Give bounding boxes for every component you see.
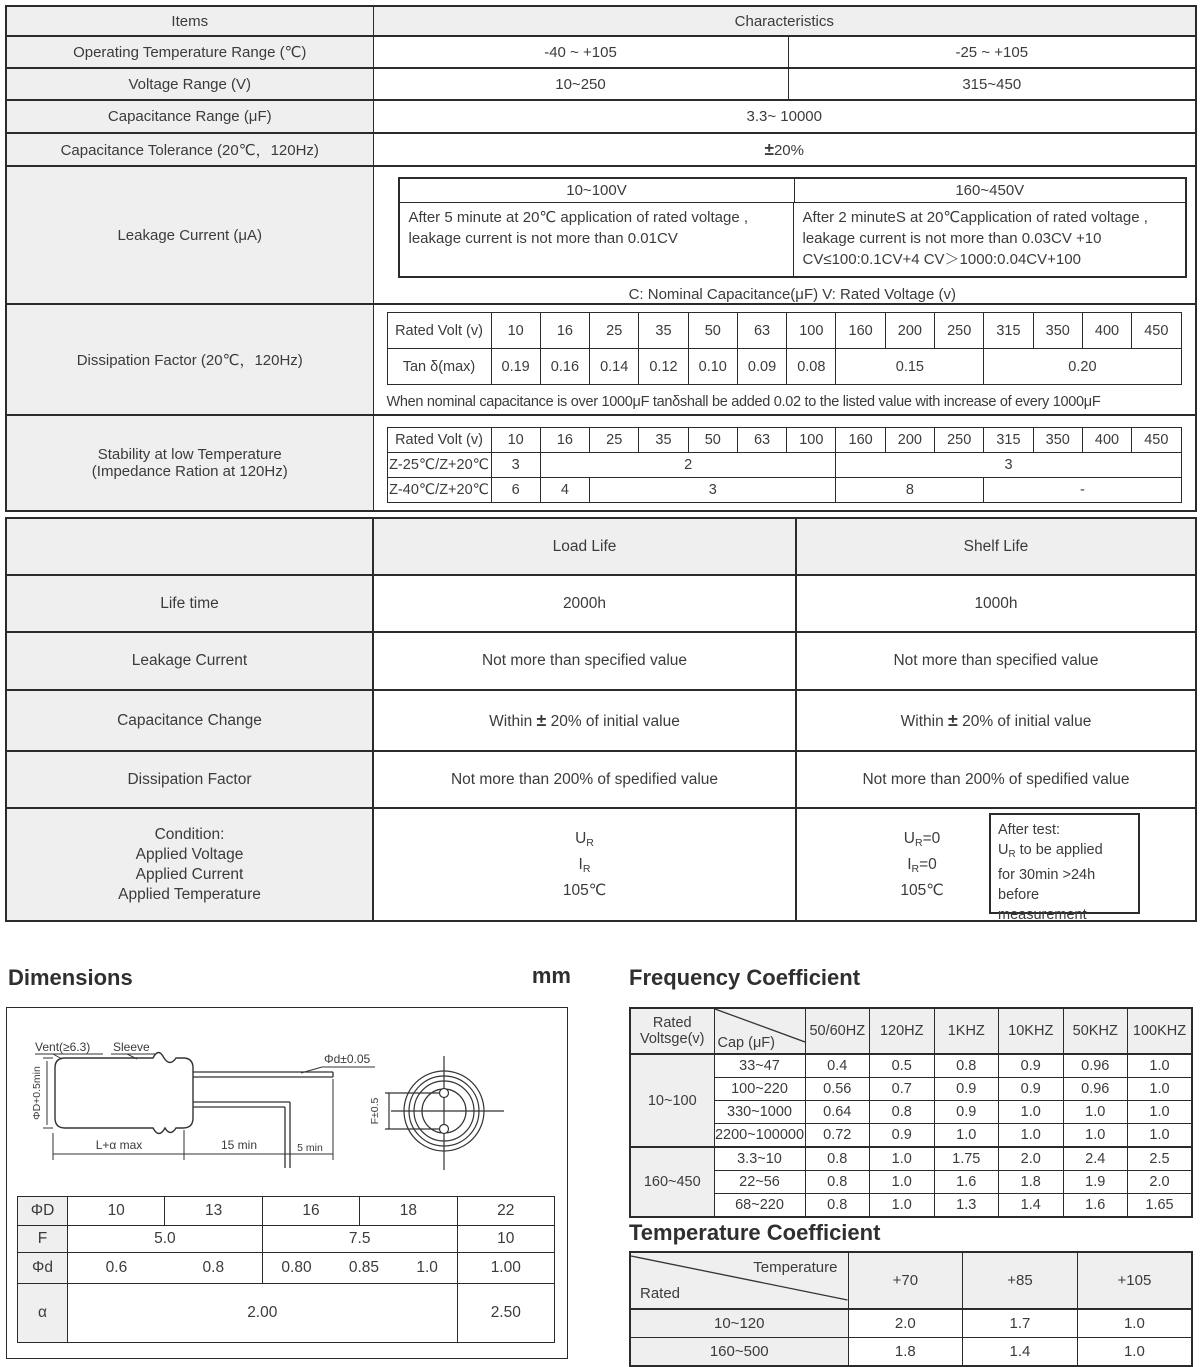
coef-cell: 1.65 <box>1128 1194 1193 1218</box>
note-line5: measurement <box>998 907 1087 921</box>
cap-change-suffix: 20% of initial value <box>546 713 680 730</box>
voltage-group-high: 160~450 <box>630 1147 714 1217</box>
equals-zero: =0 <box>922 829 941 847</box>
tan-cell: 0.16 <box>540 349 589 385</box>
rated-header-line1: Rated <box>652 1015 692 1031</box>
z25-cell-16-100: 2 <box>540 453 836 478</box>
cell-cap-range: 3.3~ 10000 <box>373 100 1196 133</box>
volt-cell: 250 <box>935 313 984 349</box>
coef-cell: 2.0 <box>999 1147 1064 1171</box>
cell-leakage <box>373 166 1196 304</box>
volt-cell: 450 <box>1132 313 1181 349</box>
temp-row-label: 10~120 <box>630 1309 848 1338</box>
dissipation-note: When nominal capacitance is over 1000μF tanδshall be added 0.02 to the listed value with increase of every 1000μF <box>386 394 1101 410</box>
cap-range-cell: 68~220 <box>714 1194 805 1218</box>
cap-header-cell <box>714 1008 805 1054</box>
plus-minus-sign: ± <box>764 139 774 159</box>
z40-cell: 6 <box>491 478 540 503</box>
phid-values <box>263 1259 457 1277</box>
coef-cell: 1.75 <box>934 1147 999 1171</box>
cap-header-label: Cap (μF) <box>717 1035 775 1051</box>
coef-cell: 1.0 <box>870 1194 935 1218</box>
rated-header-line2: Voltsge(v) <box>640 1031 705 1047</box>
phid-value: 0.8 <box>202 1259 225 1276</box>
row-label-cap-range: Capacitance Range (μF) <box>6 100 373 133</box>
dissipation-table <box>387 312 1182 385</box>
coef-cell: 1.0 <box>1128 1078 1193 1101</box>
tan-label: Tan δ(max) <box>387 349 491 385</box>
coef-cell: 0.9 <box>999 1054 1064 1078</box>
coef-cell: 2.0 <box>1128 1171 1193 1194</box>
coef-cell: 0.8 <box>870 1101 935 1124</box>
coef-cell: 2.5 <box>1128 1147 1193 1171</box>
volt-cell: 200 <box>885 313 934 349</box>
cap-change-prefix: Within <box>900 713 949 730</box>
condition-line3: Applied Current <box>135 865 244 883</box>
temp-coef-cell: 1.0 <box>1077 1309 1192 1338</box>
leakage-low-line2: leakage current is not more than 0.01CV <box>408 230 678 247</box>
temperature-axis-label: Temperature <box>753 1259 838 1276</box>
note-line4: before <box>998 887 1040 903</box>
coef-cell: 0.72 <box>805 1124 870 1148</box>
phid-value: 1.0 <box>416 1259 438 1276</box>
tolerance-value: 20% <box>773 142 804 159</box>
body-length-label: L+α max <box>95 1138 143 1152</box>
frequency-title: Frequency Coefficient <box>629 965 861 990</box>
u-symbol: U <box>998 842 1009 858</box>
cap-range-cell: 2200~100000 <box>714 1124 805 1148</box>
note-line2 <box>998 840 1131 865</box>
coef-cell: 0.4 <box>805 1054 870 1078</box>
volt-cell: 100 <box>787 428 836 453</box>
row-label-life-time: Life time <box>6 575 373 632</box>
characteristics-header: Characteristics <box>373 6 1196 36</box>
cell-condition-shelf <box>796 808 1196 921</box>
capacitor-diagram <box>7 1008 567 1190</box>
freq-header: 1KHZ <box>934 1008 999 1054</box>
freq-header: 10KHZ <box>999 1008 1064 1054</box>
phid-value: 0.85 <box>348 1259 380 1276</box>
coef-cell: 1.4 <box>999 1194 1064 1218</box>
cell-cap-change-shelf <box>796 690 1196 751</box>
phid-cell: 1.00 <box>457 1253 554 1284</box>
note-line3: for 30min >24h <box>998 867 1096 883</box>
tan-cell-315-450: 0.20 <box>984 349 1181 385</box>
cell-voltage-low: 10~250 <box>373 68 788 100</box>
coef-cell: 0.96 <box>1063 1054 1128 1078</box>
volt-cell: 160 <box>836 428 885 453</box>
coef-cell: 0.56 <box>805 1078 870 1101</box>
life-table <box>5 517 1197 922</box>
condition-line1: Condition: <box>154 825 225 843</box>
stability-label-line2: (Impedance Ration at 120Hz) <box>91 463 288 480</box>
items-header: Items <box>6 6 373 36</box>
temp-coef-cell: 1.4 <box>963 1338 1078 1367</box>
leakage-body <box>400 203 1186 276</box>
z25-cell-160-450: 3 <box>836 453 1181 478</box>
phiD-cell: 22 <box>457 1197 554 1226</box>
row-label-voltage: Voltage Range (V) <box>6 68 373 100</box>
temp-col-header: +70 <box>848 1252 963 1309</box>
plus-minus-sign: ± <box>536 710 547 730</box>
volt-cell: 315 <box>984 428 1033 453</box>
coef-cell: 1.8 <box>999 1171 1064 1194</box>
r-subscript: R <box>582 862 591 875</box>
dimensions-unit: mm <box>531 963 571 988</box>
coef-cell: 0.96 <box>1063 1078 1128 1101</box>
tan-cell: 0.08 <box>787 349 836 385</box>
leakage-high-line1: After 2 minuteS at 20℃application of rated voltage , <box>802 209 1148 226</box>
leakage-headers <box>400 179 1186 203</box>
volt-cell: 400 <box>1082 428 1131 453</box>
lead-length-label: 15 min <box>220 1138 258 1152</box>
z40-cell-315-450: - <box>984 478 1181 503</box>
leakage-high-line2: leakage current is not more than 0.03CV +10 <box>802 230 1102 247</box>
coef-cell: 0.8 <box>934 1054 999 1078</box>
u-symbol: U <box>903 829 915 847</box>
plus-minus-sign: ± <box>948 710 958 730</box>
load-temp: 105℃ <box>562 881 607 899</box>
coef-cell: 0.8 <box>805 1194 870 1218</box>
temp-coef-cell: 2.0 <box>848 1309 963 1338</box>
note-line1: After test: <box>998 822 1061 838</box>
coef-cell: 0.7 <box>870 1078 935 1101</box>
temp-col-header: +105 <box>1077 1252 1192 1309</box>
f-cell: 10 <box>457 1226 554 1253</box>
coef-cell: 1.3 <box>934 1194 999 1218</box>
cap-change-suffix: 20% of initial value <box>957 713 1092 730</box>
coef-cell: 1.0 <box>870 1171 935 1194</box>
cap-range-cell: 330~1000 <box>714 1101 805 1124</box>
capacitor-body <box>55 1053 193 1134</box>
volt-cell: 35 <box>639 428 688 453</box>
lead-spacing-label: F±0.5 <box>369 1097 381 1125</box>
load-current <box>374 854 795 880</box>
cell-life-time-load: 2000h <box>373 575 796 632</box>
phiD-cell: 18 <box>360 1197 457 1226</box>
phid-label: Φd <box>18 1253 68 1284</box>
coef-cell: 0.5 <box>870 1054 935 1078</box>
phid-value: 0.6 <box>105 1259 128 1276</box>
tan-cell: 0.10 <box>688 349 737 385</box>
condition-line4: Applied Temperature <box>118 885 261 903</box>
cell-cap-tolerance <box>373 133 1196 166</box>
volt-cell: 63 <box>737 313 786 349</box>
volt-cell: 16 <box>540 313 589 349</box>
coef-cell: 1.0 <box>934 1124 999 1148</box>
coef-cell: 1.0 <box>870 1147 935 1171</box>
alpha-cell: 2.00 <box>68 1284 458 1343</box>
z40-cell: 4 <box>540 478 589 503</box>
row-label-life-dissipation: Dissipation Factor <box>6 751 373 808</box>
volt-cell: 100 <box>787 313 836 349</box>
u-symbol: U <box>575 829 587 847</box>
condition-line2: Applied Voltage <box>135 845 244 863</box>
cap-range-cell: 100~220 <box>714 1078 805 1101</box>
note-line2-text: to be applied <box>1015 842 1103 858</box>
equals-zero: =0 <box>919 855 937 873</box>
volt-cell: 160 <box>836 313 885 349</box>
freq-header: 100KHZ <box>1128 1008 1193 1054</box>
leakage-low-range-header: 10~100V <box>400 179 795 202</box>
volt-cell: 10 <box>491 428 540 453</box>
volt-cell: 350 <box>1033 313 1082 349</box>
coef-cell: 1.6 <box>934 1171 999 1194</box>
coef-cell: 0.9 <box>870 1124 935 1148</box>
z40-label: Z-40℃/Z+20℃ <box>387 478 491 503</box>
stability-table <box>387 427 1182 503</box>
cap-range-cell: 33~47 <box>714 1054 805 1078</box>
row-label-stability <box>6 415 373 511</box>
temp-diagonal-header <box>630 1252 848 1309</box>
cap-change-prefix: Within <box>489 713 537 730</box>
tan-cell: 0.19 <box>491 349 540 385</box>
leakage-spec-box <box>398 177 1188 278</box>
coef-cell: 0.9 <box>934 1078 999 1101</box>
row-label-life-leakage: Leakage Current <box>6 632 373 690</box>
characteristics-table <box>5 5 1197 512</box>
coef-cell: 1.0 <box>1063 1124 1128 1148</box>
row-label-cap-tolerance: Capacitance Tolerance (20℃，120Hz) <box>6 133 373 166</box>
temp-row-label: 160~500 <box>630 1338 848 1367</box>
coef-cell: 1.0 <box>999 1101 1064 1124</box>
r-subscript: R <box>911 862 920 875</box>
volt-cell: 16 <box>540 428 589 453</box>
coef-cell: 1.0 <box>999 1124 1064 1148</box>
life-corner-cell <box>6 518 373 575</box>
freq-header: 120HZ <box>870 1008 935 1054</box>
temperature-table <box>629 1251 1193 1367</box>
dimensions-panel <box>6 1007 568 1359</box>
coef-cell: 1.0 <box>1063 1101 1128 1124</box>
coef-cell: 0.64 <box>805 1101 870 1124</box>
phid-value: 0.80 <box>281 1259 312 1276</box>
tan-cell: 0.09 <box>737 349 786 385</box>
volt-cell: 250 <box>935 428 984 453</box>
volt-cell: 315 <box>984 313 1033 349</box>
phiD-label: ΦD <box>18 1197 68 1226</box>
coef-cell: 1.0 <box>1128 1054 1193 1078</box>
coef-cell: 0.9 <box>999 1078 1064 1101</box>
phid-cell-group <box>68 1253 263 1284</box>
sleeve-label: Sleeve <box>113 1040 150 1054</box>
stability-label-line1: Stability at low Temperature <box>97 446 282 463</box>
cell-life-time-shelf: 1000h <box>796 575 1196 632</box>
lead-diameter-label: Φd±0.05 <box>324 1052 371 1066</box>
r-subscript: R <box>1008 849 1016 860</box>
phid-values <box>68 1259 262 1277</box>
leakage-low-text <box>400 203 794 276</box>
volt-cell: 450 <box>1132 428 1181 453</box>
row-label-cap-change: Capacitance Change <box>6 690 373 751</box>
volt-cell: 10 <box>491 313 540 349</box>
i-symbol: I <box>907 855 912 873</box>
body-diameter-label: ΦD+0.5min <box>31 1066 43 1120</box>
z40-cell-25-100: 3 <box>590 478 836 503</box>
z40-cell-160-250: 8 <box>836 478 984 503</box>
coef-cell: 1.0 <box>1128 1124 1193 1148</box>
dimensions-title: Dimensions <box>8 965 133 990</box>
vent-label: Vent(≥6.3) <box>35 1040 91 1054</box>
load-life-header: Load Life <box>373 518 796 575</box>
cap-range-cell: 3.3~10 <box>714 1147 805 1171</box>
voltage-group-low: 10~100 <box>630 1054 714 1147</box>
volt-cell: 50 <box>688 428 737 453</box>
row-label-dissipation: Dissipation Factor (20℃，120Hz) <box>6 304 373 415</box>
volt-cell: 350 <box>1033 428 1082 453</box>
lead-length2-label: 5 min <box>297 1142 323 1154</box>
temp-coef-cell: 1.7 <box>963 1309 1078 1338</box>
r-subscript: R <box>914 836 923 849</box>
freq-header: 50KHZ <box>1063 1008 1128 1054</box>
alpha-label: α <box>18 1284 68 1343</box>
coef-cell: 0.8 <box>805 1171 870 1194</box>
phid-cell-group <box>262 1253 457 1284</box>
cell-op-temp-low: -40 ~ +105 <box>373 36 788 68</box>
tan-cell-160-250: 0.15 <box>836 349 984 385</box>
freq-header: 50/60HZ <box>805 1008 870 1054</box>
leakage-high-line3: CV≤100:0.1CV+4 CV＞1000:0.04CV+100 <box>802 251 1081 268</box>
load-voltage <box>374 828 795 854</box>
alpha-cell: 2.50 <box>457 1284 554 1343</box>
rated-axis-label: Rated <box>640 1285 681 1302</box>
tan-cell: 0.14 <box>590 349 639 385</box>
volt-cell: 50 <box>688 313 737 349</box>
i-symbol: I <box>578 855 583 873</box>
frequency-table <box>629 1007 1193 1218</box>
diss-volt-label: Rated Volt (v) <box>387 313 491 349</box>
coef-cell: 0.8 <box>805 1147 870 1171</box>
rated-voltage-header <box>630 1008 714 1054</box>
temperature-title: Temperature Coefficient <box>629 1220 881 1245</box>
z25-label: Z-25℃/Z+20℃ <box>387 453 491 478</box>
coef-cell: 1.6 <box>1063 1194 1128 1218</box>
end-view <box>385 1056 504 1170</box>
row-label-op-temp: Operating Temperature Range (℃) <box>6 36 373 68</box>
temp-coef-cell: 1.8 <box>848 1338 963 1367</box>
cell-stability <box>373 415 1196 511</box>
dimensions-table <box>17 1196 555 1343</box>
volt-cell: 400 <box>1082 313 1131 349</box>
after-test-note-box <box>989 813 1140 921</box>
coef-cell: 1.9 <box>1063 1171 1128 1194</box>
shelf-temp: 105℃ <box>900 881 944 899</box>
leakage-high-range-header: 160~450V <box>955 182 1025 199</box>
cell-leakage-shelf: Not more than specified value <box>796 632 1196 690</box>
cell-dissipation-shelf: Not more than 200% of spedified value <box>796 751 1196 808</box>
phiD-cell: 16 <box>262 1197 359 1226</box>
stab-volt-label: Rated Volt (v) <box>387 428 491 453</box>
volt-cell: 25 <box>590 313 639 349</box>
cell-leakage-load: Not more than specified value <box>373 632 796 690</box>
temp-coef-cell: 1.0 <box>1077 1338 1192 1367</box>
cell-dissipation-load: Not more than 200% of spedified value <box>373 751 796 808</box>
cell-dissipation <box>373 304 1196 415</box>
temp-col-header: +85 <box>963 1252 1078 1309</box>
z25-cell: 3 <box>491 453 540 478</box>
f-label: F <box>18 1226 68 1253</box>
shelf-life-header: Shelf Life <box>796 518 1196 575</box>
cell-voltage-high: 315~450 <box>788 68 1196 100</box>
row-label-condition <box>6 808 373 921</box>
coef-cell: 2.4 <box>1063 1147 1128 1171</box>
cap-range-cell: 22~56 <box>714 1171 805 1194</box>
leakage-high-text <box>794 203 1186 276</box>
coef-cell: 0.9 <box>934 1101 999 1124</box>
volt-cell: 25 <box>590 428 639 453</box>
leakage-low-line1: After 5 minute at 20℃ application of rated voltage , <box>408 209 749 226</box>
volt-cell: 35 <box>639 313 688 349</box>
coef-cell: 1.0 <box>1128 1101 1193 1124</box>
volt-cell: 63 <box>737 428 786 453</box>
phiD-cell: 13 <box>165 1197 262 1226</box>
r-subscript: R <box>586 836 594 849</box>
cell-cap-change-load <box>373 690 796 751</box>
cell-condition-load <box>373 808 796 921</box>
phiD-cell: 10 <box>68 1197 165 1226</box>
leakage-note: C: Nominal Capacitance(μF) V: Rated Voltage (v) <box>628 286 956 303</box>
cell-op-temp-high: -25 ~ +105 <box>788 36 1196 68</box>
row-label-leakage: Leakage Current (μA) <box>6 166 373 304</box>
f-cell: 5.0 <box>68 1226 263 1253</box>
volt-cell: 200 <box>885 428 934 453</box>
f-cell: 7.5 <box>262 1226 457 1253</box>
tan-cell: 0.12 <box>639 349 688 385</box>
